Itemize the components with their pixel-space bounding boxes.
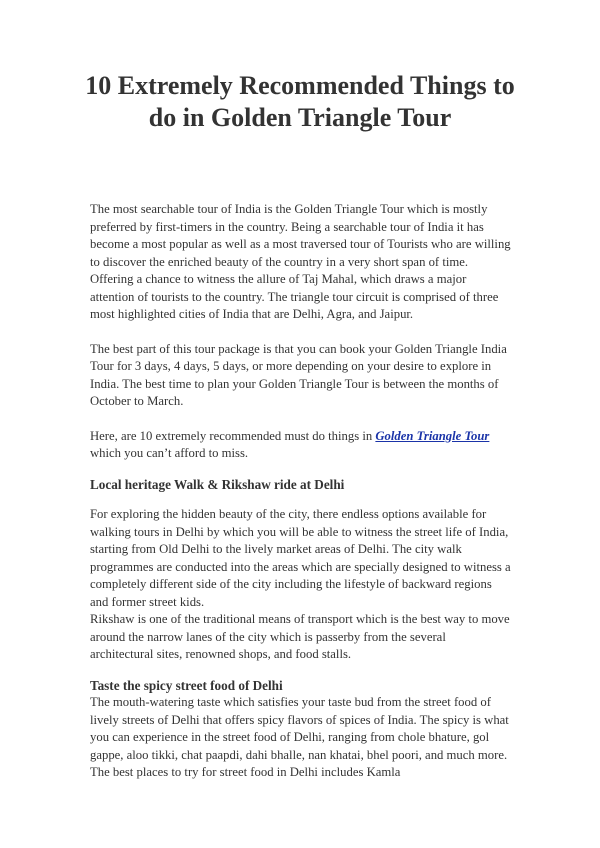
section-heading-street-food: Taste the spicy street food of Delhi: [90, 677, 283, 693]
article-body: [90, 201, 512, 782]
best-part-paragraph: The best part of this tour package is that you can book your Golden Triangle India Tour for 3 days, 4 days, 5 days, or more depending on your desire to explore in India. The best time to plan your Golden Triangle Tour is between the months of October to March.: [90, 341, 507, 408]
page-title: 10 Extremely Recommended Things to do in Golden Triangle Tour: [85, 71, 515, 132]
heritage-walk-paragraph: For exploring the hidden beauty of the city, there endless options available for walking tours in Delhi by which you will be able to witness the street life of India, starting from Old Delhi to the lively market areas of Delhi. The city walk programmes are conducted into the areas which are specially designed to witness a completely different side of the city including the lifestyle of backward regions and former street kids.: [90, 507, 511, 609]
list-intro-paragraph: [90, 428, 512, 463]
list-intro-text-end: which you can’t afford to miss.: [90, 446, 249, 460]
street-food-paragraph: The mouth-watering taste which satisfies your taste bud from the street food of lively streets of Delhi that offers spicy flavors of spices of India. The spicy is what you can experience in the street food of Delhi, ranging from chole bhature, gol gappe, aloo tikki, chat paapdi, dahi bhalle, nan khatai, bhel poori, and much more. The best places to try for street food in Delhi includes Kamla: [90, 695, 509, 779]
section-heading-heritage-walk: Local heritage Walk & Rikshaw ride at Delhi: [90, 476, 345, 492]
intro-paragraph: The most searchable tour of India is the Golden Triangle Tour which is mostly preferred by first-timers in the country. Being a searchable tour of India it has become a most popular as well as a most traversed tour of Tourists who are willing to discover the enriched beauty of the country in a very short span of time. Offering a chance to witness the allure of Taj Mahal, which draws a major attention of tourists to the country. The triangle tour circuit is comprised of three most highlighted cities of India that are Delhi, Agra, and Jaipur.: [90, 202, 511, 321]
golden-triangle-tour-link[interactable]: Golden Triangle Tour: [375, 428, 490, 443]
rikshaw-paragraph: Rikshaw is one of the traditional means of transport which is the best way to move around the narrow lanes of the city which is passerby from the several architectural sites, renowned shops, and food stalls.: [90, 612, 510, 661]
list-intro-text: Here, are 10 extremely recommended must do things in: [90, 428, 376, 443]
